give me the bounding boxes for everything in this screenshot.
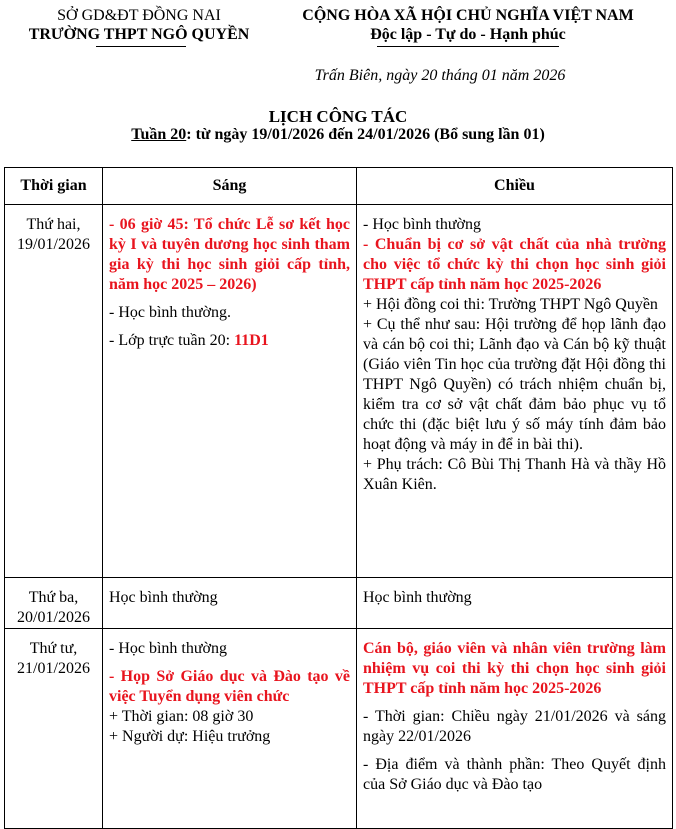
day-label: Thứ ba, xyxy=(28,589,79,606)
duty-class-value: 11D1 xyxy=(234,332,269,349)
column-header-morning: Sáng xyxy=(103,168,357,205)
duty-class xyxy=(109,331,350,351)
week-label: Tuần 20 xyxy=(131,126,187,143)
issuer-block xyxy=(14,6,264,44)
afternoon-cell xyxy=(357,629,673,829)
column-header-time: Thời gian xyxy=(5,168,103,205)
afternoon-note: - Học bình thường xyxy=(363,216,482,233)
day-date: 20/01/2026 xyxy=(17,609,90,626)
table-row-wednesday xyxy=(5,629,673,829)
morning-detail: + Người dự: Hiệu trưởng xyxy=(109,728,271,745)
afternoon-detail: - Địa điểm và thành phần: Theo Quyết định của Sở Giáo dục và Đào tạo xyxy=(363,756,666,793)
motto-underline xyxy=(377,46,559,47)
department-name: SỞ GD&ĐT ĐỒNG NAI xyxy=(57,7,221,24)
table-header-row xyxy=(5,168,673,205)
afternoon-detail: + Phụ trách: Cô Bùi Thị Thanh Hà và thầy Hồ Xuân Kiên. xyxy=(363,456,666,493)
day-cell xyxy=(5,629,103,829)
table-row-tuesday xyxy=(5,578,673,629)
morning-note: - Học bình thường. xyxy=(109,304,232,321)
afternoon-detail: + Cụ thể như sau: Hội trường để họp lãnh đạo và cán bộ coi thi; Lãnh đạo và Cán bộ kỹ thuật (Giáo viên Tin học của trường đặt Hội đồng thi THPT Ngô Quyền) có trách nhiệm chuẩn bị, kiểm tra cơ sở vật chất đảm bảo phục vụ tổ chức thi (đặc biệt lưu ý số máy tính đảm bảo hoạt động và máy in để in bài thi). xyxy=(363,316,666,453)
afternoon-detail: - Thời gian: Chiều ngày 21/01/2026 và sáng ngày 22/01/2026 xyxy=(363,708,666,745)
day-label: Thứ hai, xyxy=(26,216,81,233)
column-header-afternoon: Chiều xyxy=(357,168,673,205)
school-underline xyxy=(96,46,186,47)
day-cell xyxy=(5,578,103,629)
duty-class-label: - Lớp trực tuần 20: xyxy=(109,332,235,349)
afternoon-event: - Chuẩn bị cơ sở vật chất của nhà trường cho việc tổ chức kỳ thi chọn học sinh giỏi THPT cấp tỉnh năm học 2025-2026 xyxy=(363,236,666,293)
day-cell xyxy=(5,205,103,578)
morning-detail: + Thời gian: 08 giờ 30 xyxy=(109,708,254,725)
national-header xyxy=(262,6,674,44)
place-date: Trấn Biên, ngày 20 tháng 01 năm 2026 xyxy=(314,67,566,84)
afternoon-detail: + Hội đồng coi thi: Trường THPT Ngô Quyền xyxy=(363,296,658,313)
table-row-monday xyxy=(5,205,673,578)
afternoon-event: Cán bộ, giáo viên và nhân viên trường làm nhiệm vụ coi thi kỳ thi chọn học sinh giỏi THPT cấp tỉnh năm học 2025-2026 xyxy=(363,640,666,697)
day-date: 21/01/2026 xyxy=(17,660,90,677)
morning-event: - 06 giờ 45: Tổ chức Lễ sơ kết học kỳ I và tuyên dương học sinh tham gia kỳ thi học sinh giỏi cấp tỉnh, năm học 2025 – 2026) xyxy=(109,216,350,293)
morning-cell: Học bình thường xyxy=(103,578,357,629)
republic-name: CỘNG HÒA XÃ HỘI CHỦ NGHĨA VIỆT NAM xyxy=(302,7,634,24)
motto: Độc lập - Tự do - Hạnh phúc xyxy=(370,26,566,43)
morning-note: - Học bình thường xyxy=(109,640,228,657)
document-subtitle xyxy=(0,126,676,144)
afternoon-cell: Học bình thường xyxy=(357,578,673,629)
afternoon-cell xyxy=(357,205,673,578)
morning-event: - Họp Sở Giáo dục và Đào tạo về việc Tuyển dụng viên chức xyxy=(109,668,350,705)
day-label: Thứ tư, xyxy=(29,640,78,657)
day-date: 19/01/2026 xyxy=(17,236,90,253)
school-name: TRƯỜNG THPT NGÔ QUYỀN xyxy=(28,26,250,43)
schedule-table xyxy=(4,167,673,829)
morning-cell xyxy=(103,629,357,829)
morning-cell xyxy=(103,205,357,578)
document-title: LỊCH CÔNG TÁC xyxy=(268,107,408,126)
week-range: : từ ngày 19/01/2026 đến 24/01/2026 (Bổ sung lần 01) xyxy=(186,126,545,143)
